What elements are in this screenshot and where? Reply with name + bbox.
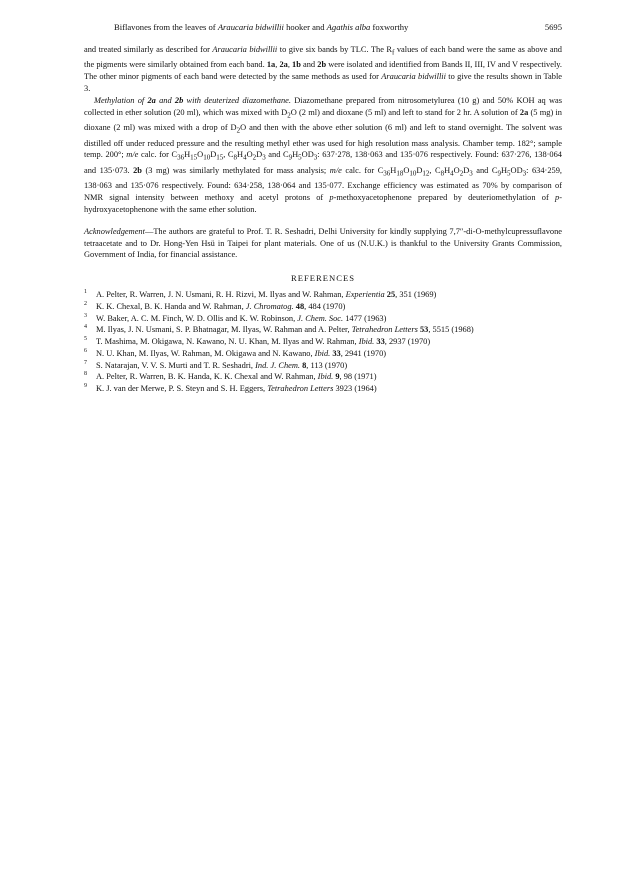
- reference-number: 5: [84, 336, 87, 343]
- reference-list: [84, 289, 562, 395]
- running-head-species: Araucaria bidwillii: [217, 22, 284, 32]
- reference-pages-year: , 98 (1971): [339, 372, 377, 382]
- section-heading: Methylation of 2a and 2b with deuterized diazomethane.: [94, 95, 291, 105]
- reference-item: [84, 289, 562, 301]
- running-head-title: [114, 22, 408, 32]
- reference-volume: 33: [374, 337, 385, 347]
- reference-volume: 8: [300, 360, 307, 370]
- reference-journal: Tetrahedron Letters: [267, 384, 334, 394]
- reference-journal: Ibid.: [317, 372, 334, 382]
- running-head-text: Biflavones from the leaves of: [114, 22, 218, 32]
- reference-volume: 25: [384, 289, 396, 299]
- paragraph-band-analysis: and treated similarly as described for Araucaria bidwillii to give six bands by TLC. The $R_f$ values of each band were the same as above and the pigments were similarly obtained from each band. 1a, 2a, 1b and 2b were isolated and identified from Bands II, III, IV and V respectively. The other minor pigments of each band were detected by the same methods as used for Araucaria bidwillii to give the results shown in Table 3.: [84, 45, 563, 94]
- reference-volume: 33: [330, 348, 341, 358]
- reference-volume: 53: [417, 325, 429, 335]
- reference-authors: K. J. van der Merwe, P. S. Steyn and S. H. Eggers,: [96, 384, 268, 394]
- reference-authors: K. K. Chexal, B. K. Handa and W. Rahman,: [96, 301, 246, 311]
- reference-pages-year: 3923 (1964): [333, 384, 377, 394]
- acknowledgement-text: —The authors are grateful to Prof. T. R. Seshadri, Delhi University for kindly supplying 7,7″-di-O-methylcupressuflavone tetraacetate and to Dr. Hong-Yen Hsü in Taipei for plant materials. One of us (N.U.K.) is thankful to the University Grants Commission, Government of India, for financial assistance.: [84, 226, 562, 260]
- reference-item: [84, 313, 562, 325]
- reference-pages-year: , 113 (1970): [306, 360, 348, 370]
- reference-journal: Tetrahedron Letters: [351, 325, 418, 335]
- reference-number: 4: [84, 324, 87, 331]
- references-heading: REFERENCES: [291, 273, 355, 284]
- reference-journal: Ind. J. Chem.: [255, 360, 301, 370]
- reference-number: 2: [84, 300, 87, 307]
- reference-authors: A. Pelter, R. Warren, B. K. Handa, K. K. Chexal and W. Rahman,: [96, 372, 318, 382]
- reference-item: [84, 336, 562, 348]
- reference-pages-year: , 2941 (1970): [340, 348, 387, 358]
- reference-item: [84, 324, 562, 336]
- reference-number: 7: [84, 359, 87, 366]
- reference-journal: Experientia: [345, 289, 385, 299]
- reference-volume: 9: [333, 372, 340, 382]
- reference-pages-year: 1477 (1963): [343, 313, 387, 323]
- reference-journal: Ibid.: [358, 337, 375, 347]
- page-number: 5695: [544, 22, 562, 32]
- acknowledgement: [84, 226, 562, 261]
- running-head-text: foxworthy: [370, 22, 409, 32]
- reference-pages-year: , 2937 (1970): [384, 337, 431, 347]
- reference-authors: T. Mashima, M. Okigawa, N. Kawano, N. U. Khan, M. Ilyas and W. Rahman,: [96, 337, 359, 347]
- reference-number: 6: [84, 347, 87, 354]
- reference-number: 3: [84, 312, 87, 319]
- reference-number: 9: [84, 383, 87, 390]
- reference-item: [84, 383, 562, 395]
- reference-authors: M. Ilyas, J. N. Usmani, S. P. Bhatnagar, M. Ilyas, W. Rahman and A. Pelter,: [96, 325, 352, 335]
- reference-item: [84, 360, 562, 372]
- reference-pages-year: , 5515 (1968): [428, 325, 474, 335]
- reference-item: [84, 371, 562, 383]
- reference-item: [84, 301, 562, 313]
- reference-authors: A. Pelter, R. Warren, J. N. Usmani, R. H. Rizvi, M. Ilyas and W. Rahman,: [96, 289, 346, 299]
- reference-journal: J. Chromatog.: [245, 301, 294, 311]
- running-head: [114, 22, 562, 36]
- reference-authors: N. U. Khan, M. Ilyas, W. Rahman, M. Okigawa and N. Kawano,: [96, 348, 315, 358]
- reference-volume: 48: [293, 301, 305, 311]
- reference-item: [84, 348, 562, 360]
- running-head-species: Agathis alba: [326, 22, 371, 32]
- reference-number: 1: [84, 288, 87, 295]
- reference-number: 8: [84, 371, 87, 378]
- paragraph-methylation: Methylation of 2a and 2b with deuterized diazomethane. Diazomethane prepared from nitrosometylurea (10 g) and 50% KOH aq was collected in ether solution (20 ml), which was mixed with $D_2O$ (2 ml) and dioxane (5 ml) and left to stand for 2 hr. A solution of 2a (5 mg) in dioxane (2 ml) was mixed with a drop of $D_2O$ and then with the above ether solution (6 ml) and left to stand overnight. The solvent was distilled off under reduced pressure and the resulting methyl ether was used for high resolution mass analysis. Chamber temp. 182°; sample temp. 200°; m/e calc. for $C_{36}H_{15}O_{10}D_{15}$, $C_8H_4O_2D_3$ and $C_9H_5OD_3$: 637·278, 138·063 and 135·076 respectively. Found: 637·276, 138·064 and 135·073. 2b (3 mg) was similarly methylated for mass analysis; m/e calc. for $C_{36}H_{18}O_{10}D_{12}$, $C_8H_4O_2D_3$ and $C_9H_5OD_3$: 634·259, 138·063 and 135·076 respectively. Found: 634·258, 138·064 and 135·077. Exchange efficiency was estimated as 70% by comparison of NMR signal intensity between methoxy and acetyl protons of p-methoxyacetophenone prepared by deuteriomethylation of p-hydroxyacetophenone with the same ether solution.: [84, 95, 563, 214]
- reference-journal: Ibid.: [314, 348, 331, 358]
- running-head-text: hooker and: [283, 22, 327, 32]
- article-body: [84, 44, 562, 395]
- reference-pages-year: , 484 (1970): [304, 301, 346, 311]
- reference-authors: W. Baker, A. C. M. Finch, W. D. Ollis and K. W. Robinson,: [96, 313, 298, 323]
- acknowledgement-label: Acknowledgement: [84, 226, 145, 236]
- reference-authors: S. Natarajan, V. V. S. Murti and T. R. Seshadri,: [96, 360, 256, 370]
- reference-pages-year: , 351 (1969): [395, 289, 437, 299]
- reference-journal: J. Chem. Soc.: [297, 313, 344, 323]
